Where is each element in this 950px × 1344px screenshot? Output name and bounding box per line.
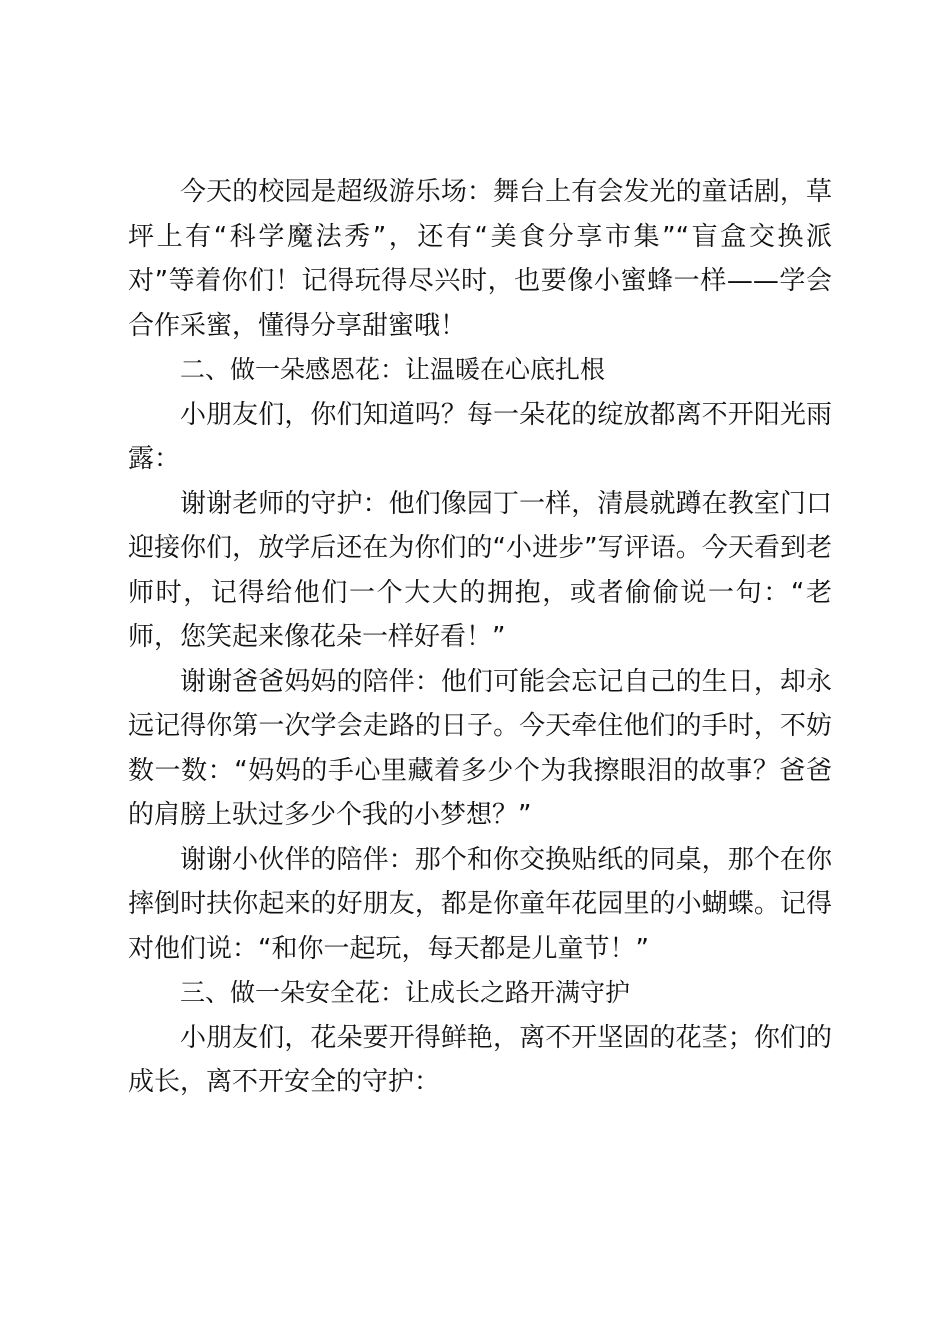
paragraph-thank-parents: 谢谢爸爸妈妈的陪伴：他们可能会忘记自己的生日，却永远记得你第一次学会走路的日子。今天牵住他们的手时，不妨数一数：“妈妈的手心里藏着多少个为我擦眼泪的故事？爸爸的肩膀上驮过多少个我的小梦想？” xyxy=(128,666,832,830)
paragraph-school-playground: 今天的校园是超级游乐场：舞台上有会发光的童话剧，草坪上有“科学魔法秀”，还有“美食分享市集”“盲盒交换派对”等着你们！记得玩得尽兴时，也要像小蜜蜂一样——学会合作采蜜，懂得分享甜蜜哦！ xyxy=(128,177,832,341)
document-body xyxy=(128,170,832,1105)
paragraph-sunshine: 小朋友们，你们知道吗？每一朵花的绽放都离不开阳光雨露： xyxy=(128,399,832,474)
section-heading-safety: 三、做一朵安全花：让成长之路开满守护 xyxy=(180,978,631,1007)
paragraph-thank-friends: 谢谢小伙伴的陪伴：那个和你交换贴纸的同桌，那个在你摔倒时扶你起来的好朋友，都是你童年花园里的小蝴蝶。记得对他们说：“和你一起玩，每天都是儿童节！” xyxy=(128,844,832,964)
paragraph-safety-intro: 小朋友们，花朵要开得鲜艳，离不开坚固的花茎；你们的成长，离不开安全的守护： xyxy=(128,1022,832,1097)
paragraph-thank-teachers: 谢谢老师的守护：他们像园丁一样，清晨就蹲在教室门口迎接你们，放学后还在为你们的“小进步”写评语。今天看到老师时，记得给他们一个大大的拥抱，或者偷偷说一句：“老师，您笑起来像花朵一样好看！” xyxy=(128,488,832,652)
section-heading-gratitude: 二、做一朵感恩花：让温暖在心底扎根 xyxy=(180,355,606,384)
